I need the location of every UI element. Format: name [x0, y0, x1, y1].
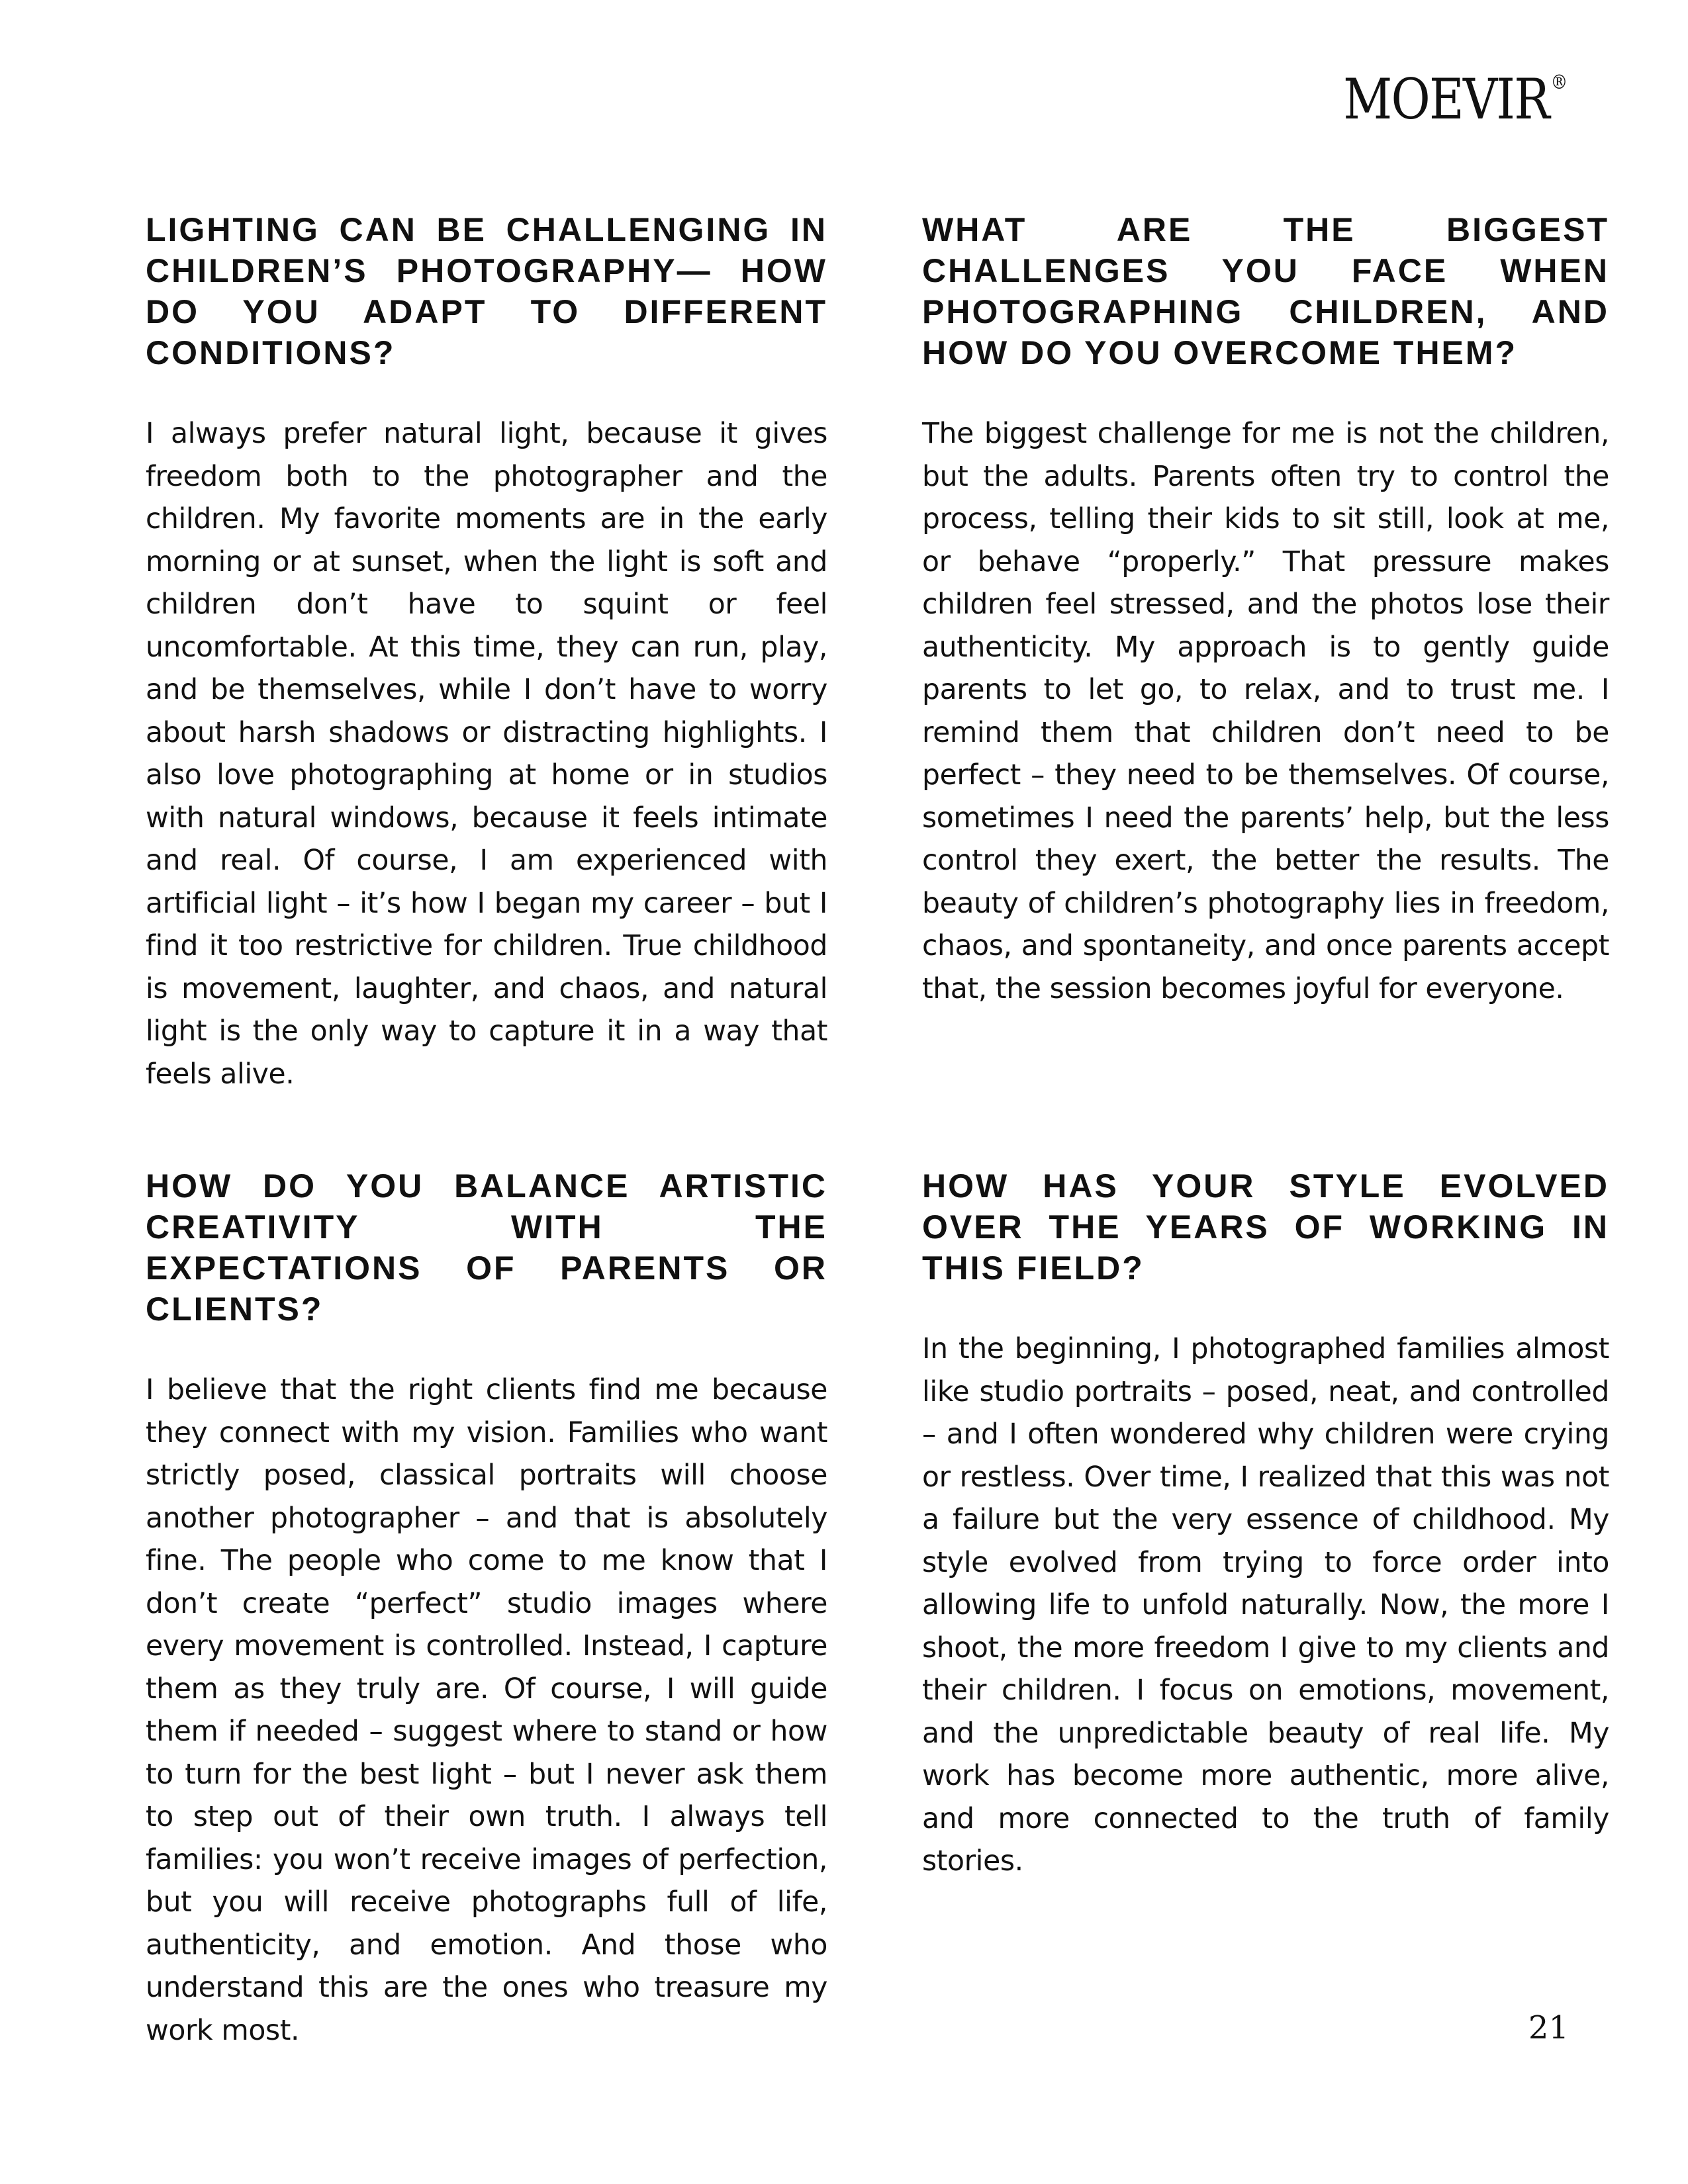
answer-text: I always prefer natural light, because it gives freedom both to the photographer and the children. My favorite moments are in the early morning or at sunset, when the light is soft and children don’t have to squint or feel uncomfortable. At this time, they can run, play, and be themselves, while I don’t have to worry about harsh shadows or distracting highlights. I also love photographing at home or in studios with natural windows, because it feels intimate and real. Of course, I am experienced with artificial light – it’s how I began my career – but I find it too restrictive for children. True childhood is movement, laughter, and chaos, and natural light is the only way to capture it in a way that feels alive.: [146, 418, 827, 1091]
qa-section-lighting: [146, 209, 827, 1096]
page-number: 21: [1528, 2009, 1569, 2046]
answer-text: I believe that the right clients find me because they connect with my vision. Families who want strictly posed, classical portraits will choose another photographer – and that is absolutely fine. The people who come to me know that I don’t create “perfect” studio images where every movement is controlled. Instead, I capture them as they truly are. Of course, I will guide them if needed – suggest where to stand or how to turn for the best light – but I never ask them to step out of their own truth. I always tell families: you won’t receive images of perfection, but you will receive photographs full of life, authenticity, and emotion. And those who understand this are the ones who treasure my work most.: [146, 1374, 827, 2047]
qa-section-style: [922, 1165, 1609, 1884]
brand-logo: [1342, 67, 1568, 132]
brand-name: MOEVIR: [1342, 67, 1549, 132]
qa-section-balance: [146, 1165, 827, 2052]
question-heading: WHAT ARE THE BIGGEST CHALLENGES YOU FACE WHEN PHOTOGRAPHING CHILDREN, AND HOW DO YOU OVERCOME THEM?: [922, 211, 1609, 371]
question-heading: LIGHTING CAN BE CHALLENGING IN CHILDREN’S PHOTOGRAPHY— HOW DO YOU ADAPT TO DIFFERENT CONDITIONS?: [146, 211, 827, 371]
qa-section-challenges: [922, 209, 1609, 1011]
question-heading: HOW HAS YOUR STYLE EVOLVED OVER THE YEARS OF WORKING IN THIS FIELD?: [922, 1167, 1609, 1287]
answer-text: In the beginning, I photographed families almost like studio portraits – posed, neat, and controlled – and I often wondered why children were crying or restless. Over time, I realized that this was not a failure but the very essence of childhood. My style evolved from trying to force order into allowing life to unfold naturally. Now, the more I shoot, the more freedom I give to my clients and their children. I focus on emotions, movement, and the unpredictable beauty of real life. My work has become more authentic, more alive, and more connected to the truth of family stories.: [922, 1333, 1609, 1878]
question-heading: HOW DO YOU BALANCE ARTISTIC CREATIVITY WITH THE EXPECTATIONS OF PARENTS OR CLIENTS?: [146, 1167, 827, 1328]
answer-text: The biggest challenge for me is not the children, but the adults. Parents often try to control the process, telling their kids to sit still, look at me, or behave “properly.” That pressure makes children feel stressed, and the photos lose their authenticity. My approach is to gently guide parents to let go, to relax, and to trust me. I remind them that children don’t need to be perfect – they need to be themselves. Of course, sometimes I need the parents’ help, but the less control they exert, the better the results. The beauty of children’s photography lies in freedom, chaos, and spontaneity, and once parents accept that, the session becomes joyful for everyone.: [922, 418, 1609, 1005]
registered-mark: ®: [1550, 71, 1568, 94]
